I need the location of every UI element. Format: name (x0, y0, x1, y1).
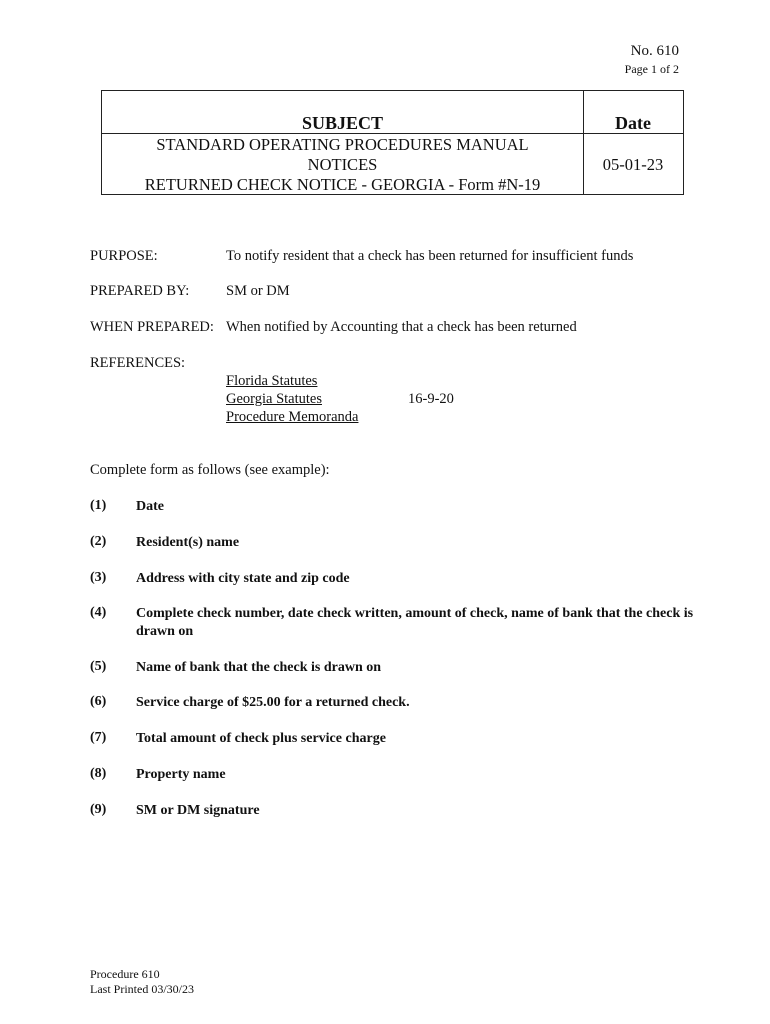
subject-text (102, 135, 583, 195)
step-text: Complete check number, date check written, amount of check, name of bank that the check is drawn on (136, 606, 694, 639)
reference-florida-statutes: Florida Statutes (226, 373, 318, 389)
step-number: (5) (90, 659, 107, 674)
page-indicator: Page 1 of 2 (624, 62, 679, 76)
document-number: No. 610 (630, 43, 679, 59)
when-prepared-label: WHEN PREPARED: (90, 319, 214, 335)
step-number: (9) (90, 802, 107, 817)
subject-line-3: RETURNED CHECK NOTICE - GEORGIA - Form #N-19 (144, 175, 541, 194)
step-text: Resident(s) name (136, 535, 240, 550)
date-value: 05-01-23 (602, 155, 664, 174)
reference-georgia-statutes: Georgia Statutes (226, 391, 322, 407)
footer-procedure: Procedure 610 (90, 967, 160, 981)
reference-georgia-code: 16-9-20 (408, 391, 454, 407)
instructions-intro: Complete form as follows (see example): (90, 462, 330, 478)
step-number: (3) (90, 570, 107, 585)
prepared-by-value: SM or DM (226, 283, 290, 299)
purpose-label: PURPOSE: (90, 248, 158, 264)
title-box (101, 90, 684, 195)
subject-heading: SUBJECT (301, 113, 384, 133)
date-heading: Date (615, 113, 651, 133)
when-prepared-value: When notified by Accounting that a check has been returned (226, 319, 577, 335)
step-text: Date (136, 499, 164, 514)
references-label: REFERENCES: (90, 355, 186, 371)
prepared-by-label: PREPARED BY: (90, 283, 190, 299)
step-text: Service charge of $25.00 for a returned check. (136, 695, 410, 710)
step-number: (1) (90, 498, 107, 513)
reference-procedure-memoranda: Procedure Memoranda (226, 409, 359, 425)
step-text: SM or DM signature (136, 803, 260, 818)
title-box-divider-vertical (583, 91, 584, 194)
step-number: (8) (90, 766, 107, 781)
step-number: (2) (90, 534, 107, 549)
step-text: Name of bank that the check is drawn on (136, 660, 382, 675)
purpose-value: To notify resident that a check has been returned for insufficient funds (226, 248, 634, 264)
step-number: (4) (90, 605, 107, 620)
step-number: (6) (90, 694, 107, 709)
step-text: Property name (136, 767, 226, 782)
subject-line-2: NOTICES (307, 155, 378, 174)
footer-last-printed: Last Printed 03/30/23 (90, 982, 194, 996)
step-text: Total amount of check plus service charge (136, 731, 386, 746)
step-number: (7) (90, 730, 107, 745)
subject-line-1: STANDARD OPERATING PROCEDURES MANUAL (156, 135, 529, 154)
step-text: Address with city state and zip code (136, 571, 350, 586)
